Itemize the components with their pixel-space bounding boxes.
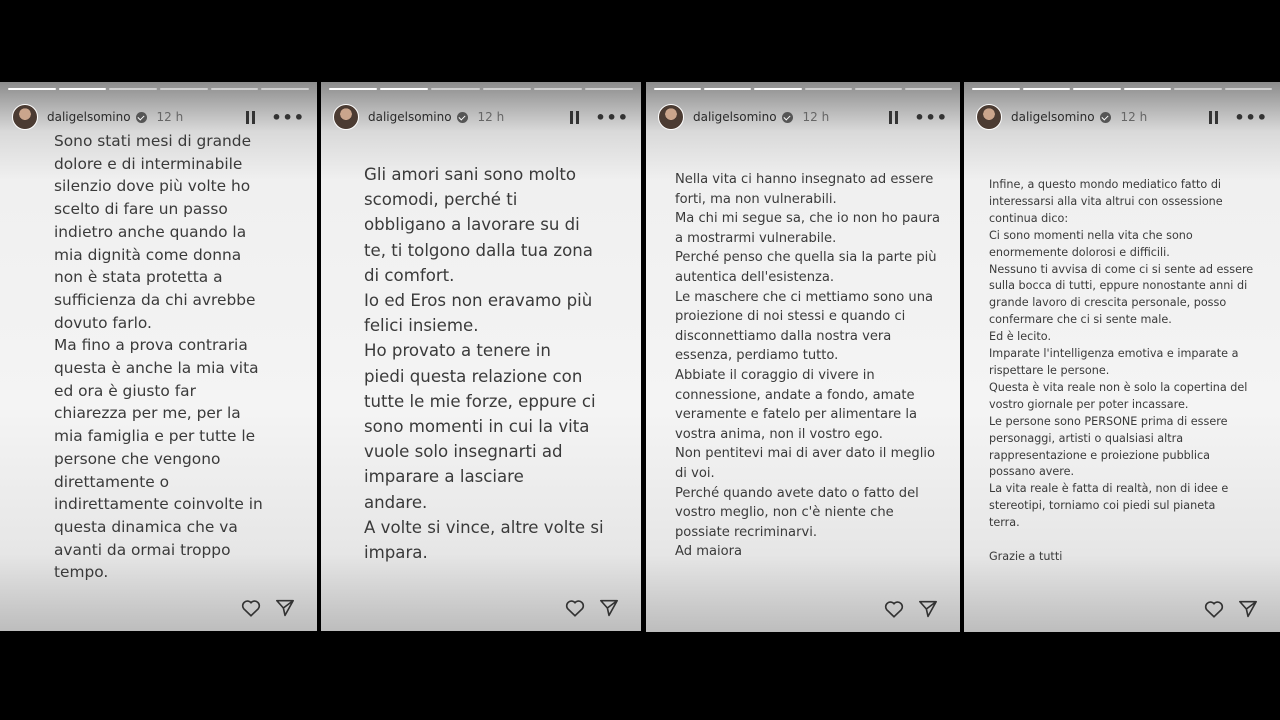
verified-badge-icon [136, 112, 147, 123]
story-header [976, 102, 1268, 132]
more-options-icon[interactable]: ••• [914, 107, 948, 127]
story-time: 12 h [156, 110, 184, 124]
story-panel-2[interactable] [321, 82, 641, 631]
send-icon[interactable] [599, 599, 619, 617]
send-icon[interactable] [1238, 600, 1258, 618]
story-panel-3[interactable] [646, 82, 960, 632]
story-progress [8, 88, 309, 91]
heart-icon[interactable] [565, 599, 585, 617]
story-text: Gli amori sani sono molto scomodi, perché ti obbligano a lavorare su di te, ti tolgono dalla tua zona di comfort. Io ed Eros non eravamo più felici insieme. Ho provato a tenere in piedi questa relazione con tutte le mie forze, eppure ci sono momenti in cui la vita vuole solo insegnarti ad imparare a lasciare andare. A volte si vince, altre volte si impara. [364, 165, 604, 563]
story-footer [241, 599, 295, 617]
send-icon[interactable] [918, 600, 938, 618]
send-icon[interactable] [275, 599, 295, 617]
pause-icon[interactable] [1209, 111, 1218, 124]
heart-icon[interactable] [1204, 600, 1224, 618]
username[interactable]: daligelsomino [1011, 110, 1095, 124]
story-footer [1204, 600, 1258, 618]
story-time: 12 h [1120, 110, 1148, 124]
story-text: Sono stati mesi di grande dolore e di interminabile silenzio dove più volte ho scelto di fare un passo indietro anche quando la mia dignità come donna non è stata protetta a sufficienza da chi avrebbe dovuto farlo. Ma fino a prova contraria questa è anche la mia vita ed ora è giusto far chiarezza per me, per la mia famiglia e per tutte le persone che vengono direttamente o indirettamente coinvolte in questa dinamica che va avanti da ormai troppo tempo. [54, 132, 263, 582]
story-panel-4[interactable] [964, 82, 1280, 632]
story-progress [972, 88, 1272, 91]
heart-icon[interactable] [884, 600, 904, 618]
story-footer [884, 600, 938, 618]
story-header [333, 102, 629, 132]
verified-badge-icon [457, 112, 468, 123]
username[interactable]: daligelsomino [693, 110, 777, 124]
pause-icon[interactable] [889, 111, 898, 124]
story-text: Infine, a questo mondo mediatico fatto di interessarsi alla vita altrui con ossessione continua dico: Ci sono momenti nella vita che sono enormemente dolorosi e difficili. Nessuno ti avvisa di come ci si sente ad essere sulla bocca di tutti, eppure nonostante anni di grande lavoro di crescita personale, posso confermare che ci si sente male. Ed è lecito. Imparate l'intelligenza emotiva e imparate a rispettare le persone. Questa è vita reale non è solo la copertina del vostro giornale per poter incassare. Le persone sono PERSONE prima di essere personaggi, artisti o qualsiasi altra rappresentazione e proiezione pubblica possano avere. La vita reale è fatta di realtà, non di idee e stereotipi, torniamo coi piedi sul pianeta terra. Grazie a tutti [989, 178, 1254, 563]
story-time: 12 h [802, 110, 830, 124]
pause-icon[interactable] [570, 111, 579, 124]
story-header [658, 102, 948, 132]
story-footer [565, 599, 619, 617]
story-panel-1[interactable] [0, 82, 317, 631]
more-options-icon[interactable]: ••• [271, 107, 305, 127]
username[interactable]: daligelsomino [47, 110, 131, 124]
more-options-icon[interactable]: ••• [1234, 107, 1268, 127]
story-header [12, 102, 305, 132]
avatar[interactable] [658, 104, 684, 130]
pause-icon[interactable] [246, 111, 255, 124]
avatar[interactable] [12, 104, 38, 130]
verified-badge-icon [1100, 112, 1111, 123]
story-progress [654, 88, 952, 91]
story-time: 12 h [477, 110, 505, 124]
avatar[interactable] [976, 104, 1002, 130]
more-options-icon[interactable]: ••• [595, 107, 629, 127]
heart-icon[interactable] [241, 599, 261, 617]
username[interactable]: daligelsomino [368, 110, 452, 124]
story-progress [329, 88, 633, 91]
verified-badge-icon [782, 112, 793, 123]
story-text: Nella vita ci hanno insegnato ad essere forti, ma non vulnerabili. Ma chi mi segue sa, che io non ho paura a mostrarmi vulnerabile. Perché penso che quella sia la parte più autentica dell'esistenza. Le maschere che ci mettiamo sono una proiezione di noi stessi e quando ci disconnettiamo dalla nostra vera essenza, perdiamo tutto. Abbiate il coraggio di vivere in connessione, andate a fondo, amate veramente e fatelo per alimentare la vostra anima, non il vostro ego. Non pentitevi mai di aver dato il meglio di voi. Perché quando avete dato o fatto del vostro meglio, non c'è niente che possiate recriminarvi. Ad maiora [675, 172, 941, 560]
avatar[interactable] [333, 104, 359, 130]
